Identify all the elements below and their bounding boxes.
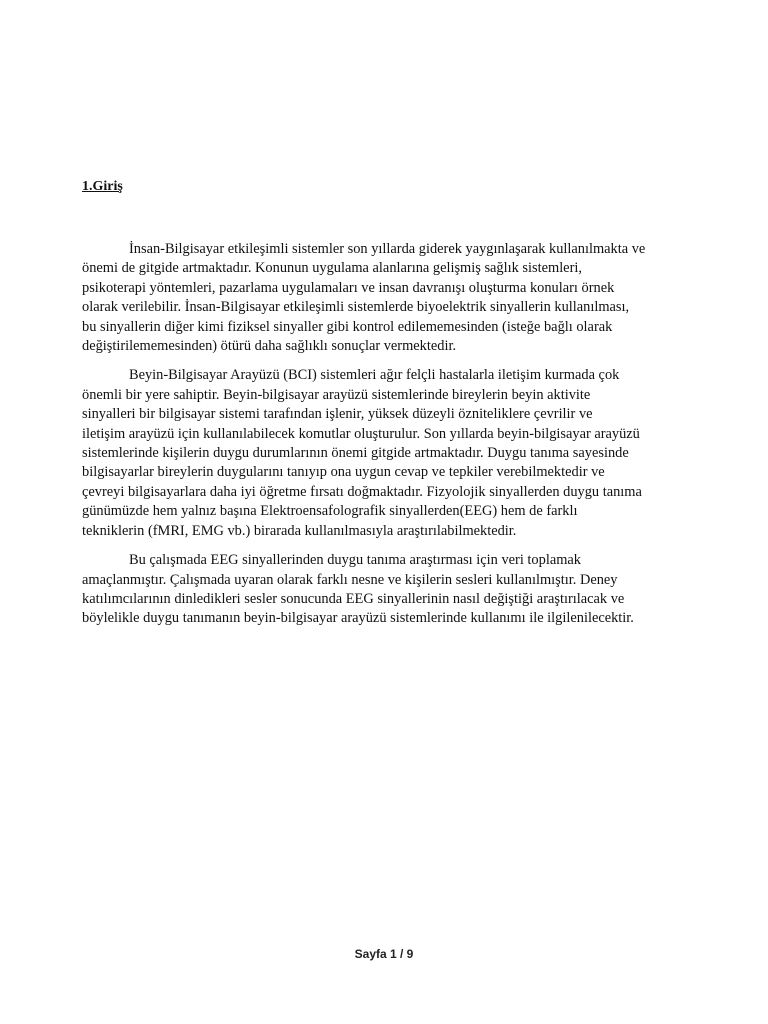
paragraph-line: Bu çalışmada EEG sinyallerinden duygu tanıma araştırması için veri toplamak <box>129 552 581 569</box>
paragraph-line: sistemlerinde kişilerin duygu durumlarının önemi gitgide artmaktadır. Duygu tanıma sayesinde <box>82 445 629 462</box>
paragraph-line: Beyin-Bilgisayar Arayüzü (BCI) sistemleri ağır felçli hastalarla iletişim kurmada çok <box>129 367 620 384</box>
paragraph-line: çevreyi bilgisayarlara daha iyi öğretme fırsatı doğmaktadır. Fizyolojik sinyallerden duygu tanıma <box>82 483 642 500</box>
paragraph <box>82 240 692 356</box>
paragraph-line: İnsan-Bilgisayar etkileşimli sistemler son yıllarda giderek yaygınlaşarak kullanılmakta ve <box>129 241 646 257</box>
paragraph-line: önemi de gitgide artmaktadır. Konunun uygulama alanlarına gelişmiş sağlık sistemleri, <box>82 260 582 277</box>
paragraph-line: böylelikle duygu tanımanın beyin-bilgisayar arayüzü sistemlerinde kullanımı ile ilgilenilecektir. <box>82 610 634 627</box>
paragraph-line: günümüzde hem yalnız başına Elektroensafolografik sinyallerden(EEG) hem de farklı <box>82 503 578 520</box>
section-heading: 1.Giriş <box>82 179 123 194</box>
paragraph-line: bilgisayarlar bireylerin duygularını tanıyıp ona uygun cevap ve tepkiler verebilmektedir ve <box>82 464 605 481</box>
body-text <box>82 240 692 639</box>
paragraph-line: sinyalleri bir bilgisayar sistemi tarafından işlenir, yüksek düzeyli özniteliklere çevrilir ve <box>82 406 593 423</box>
paragraph-line: tekniklerin (fMRI, EMG vb.) birarada kullanılmasıyla araştırılabilmektedir. <box>82 522 517 539</box>
paragraph-line: iletişim arayüzü için kullanılabilecek komutlar oluşturulur. Son yıllarda beyin-bilgisayar arayüzü <box>82 425 640 442</box>
paragraph-line: önemli bir yere sahiptir. Beyin-bilgisayar arayüzü sistemlerinde bireylerin beyin aktivite <box>82 386 591 403</box>
paragraph-line: olarak verilebilir. İnsan-Bilgisayar etkileşimli sistemlerde biyoelektrik sinyallerin kullanılması, <box>82 299 630 316</box>
paragraph <box>82 551 692 629</box>
page-footer: Sayfa 1 / 9 <box>354 947 414 961</box>
paragraph <box>82 366 692 541</box>
paragraph-line: psikoterapi yöntemleri, pazarlama uygulamaları ve insan davranışı oluşturma konuları örnek <box>82 279 615 296</box>
paragraph-line: bu sinyallerin diğer kimi fiziksel sinyaller gibi kontrol edilememesinden (isteğe bağlı olarak <box>82 318 613 335</box>
paragraph-line: değiştirilememesinden) ötürü daha sağlıklı sonuçlar vermektedir. <box>82 338 457 355</box>
paragraph-line: katılımcılarının dinledikleri sesler sonucunda EEG sinyallerinin nasıl değiştiği araştırılacak ve <box>82 590 625 607</box>
paragraph-line: amaçlanmıştır. Çalışmada uyaran olarak farklı nesne ve kişilerin sesleri kullanılmıştır. Deney <box>82 571 618 588</box>
